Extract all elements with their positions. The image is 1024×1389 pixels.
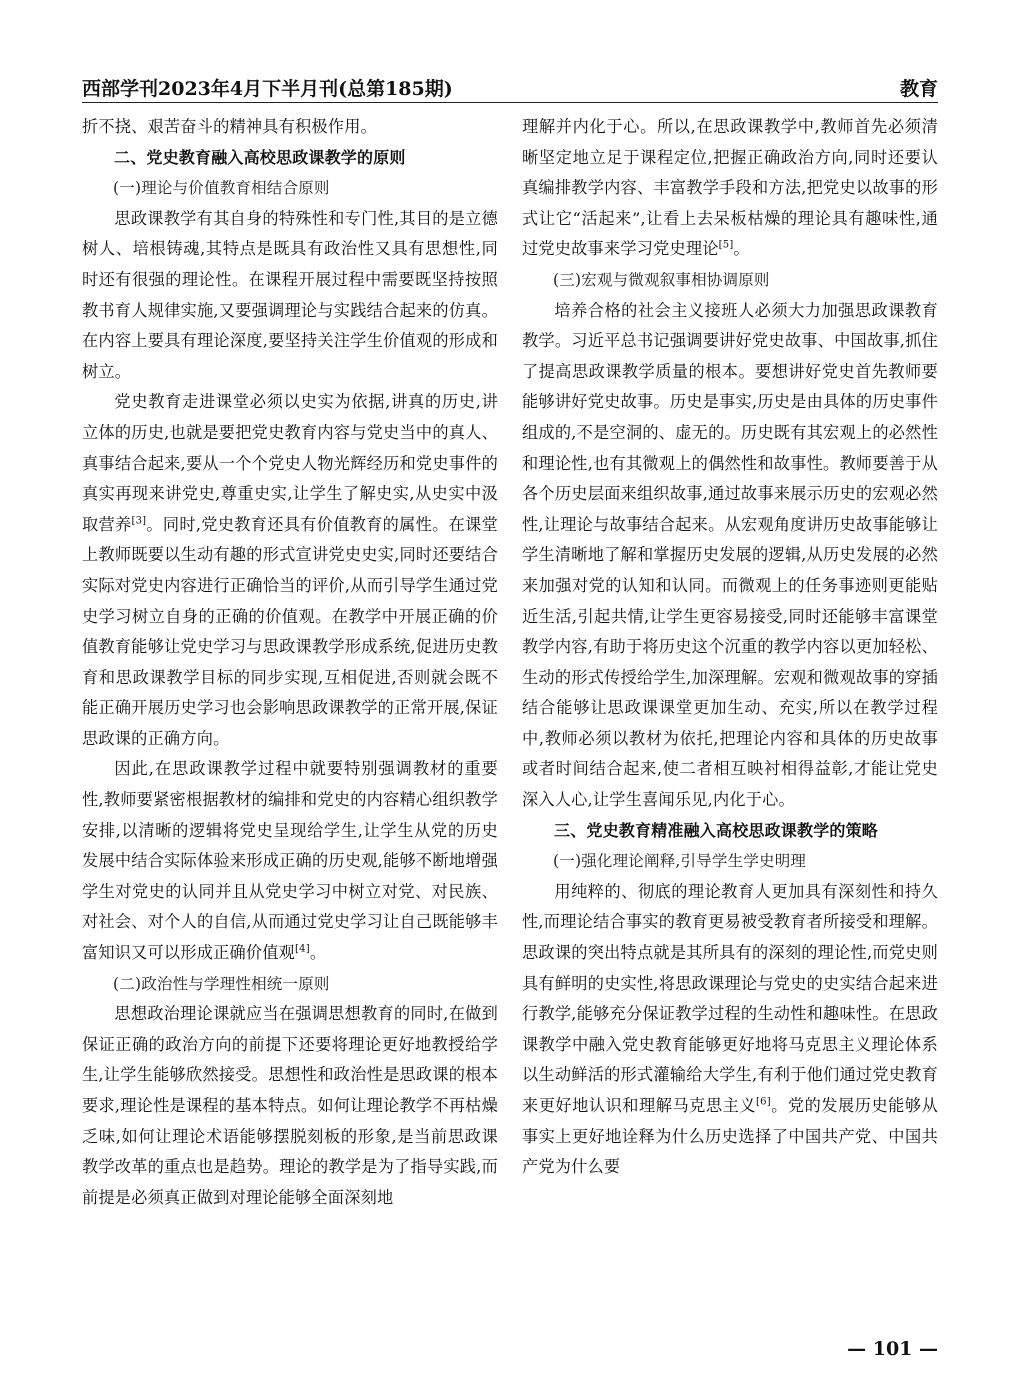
paragraph [522, 112, 938, 265]
subsection-heading: (一)强化理论阐释,引导学生学史明理 [553, 852, 807, 871]
section-heading: 三、党史教育精准融入高校思政课教学的策略 [554, 820, 879, 840]
paragraph [82, 387, 498, 754]
page-number: — 101 — [847, 1338, 938, 1360]
paragraph-text: 党史教育走进课堂必须以史实为依据,讲真的历史,讲立体的历史,也就是要把党史教育内容与党史当中的真人、真事结合起来,要从一个个党史人物光辉经历和党史事件的真实再现来讲党史,尊重史实,让学生了解史实,从史实中汲取营养 [82, 392, 498, 534]
paragraph: 思想政治理论课就应当在强调思想教育的同时,在做到保证正确的政治方向的前提下还要将理论更好地教授给学生,让学生能够欣然接受。思想性和政治性是思政课的根本要求,理论性是课程的基本特点。如何让理论教学不再枯燥乏味,如何让理论术语能够摆脱刻板的形象,是当前思政课教学改革的重点也是趋势。理论的教学是为了指导实践,而前提是必须真正做到对理论能够全面深刻地 [82, 1004, 498, 1207]
subsection-heading: (二)政治性与学理性相统一原则 [113, 974, 330, 993]
paragraph-text: 理解并内化于心。所以,在思政课教学中,教师首先必须清晰坚定地立足于课程定位,把握正确政治方向,同时还要认真编排教学内容、丰富教学手段和方法,把党史以故事的形式让它“活起来”,让看上去呆板枯燥的理论具有趣味性,通过党史故事来学习党史理论 [522, 117, 938, 259]
paragraph: 培养合格的社会主义接班人必须大力加强思政课教育教学。习近平总书记强调要讲好党史故事、中国故事,抓住了提高思政课教学质量的根本。要想讲好党史首先教师要能够讲好党史故事。历史是事实,历史是由具体的历史事件组成的,不是空洞的、虚无的。历史既有其宏观上的必然性和理论性,也有其微观上的偶然性和故事性。教师要善于从各个历史层面来组织故事,通过故事来展示历史的宏观必然性,让理论与故事结合起来。从宏观角度讲历史故事能够让学生清晰地了解和掌握历史发展的逻辑,从历史发展的必然来加强对党的认知和认同。而微观上的任务事迹则更能贴近生活,引起共情,让学生更容易接受,同时还能够丰富课堂教学内容,有助于将历史这个沉重的教学内容以更加轻松、生动的形式传授给学生,加深理解。宏观和微观故事的穿插结合能够让思政课课堂更加生动、充实,所以在教学过程中,教师必须以教材为依托,把理论内容和具体的历史故事或者时间结合起来,使二者相互映衬相得益彰,才能让党史深入人心,让学生喜闻乐见,内化于心。 [522, 300, 938, 810]
paragraph-text: 。 [733, 239, 750, 259]
paragraph-text: 用纯粹的、彻底的理论教育人更加具有深刻性和持久性,而理论结合事实的教育更易被受教育者所接受和理解。思政课的突出特点就是其所具有的深刻的理论性,而党史则具有鲜明的史实性,将思政课理论与党史的史实结合起来进行教学,能够充分保证教学过程的生动性和趣味性。在思政课教学中融入党史教育能够更好地将马克思主义理论体系以生动鲜活的形式灌输给大学生,有利于他们通过党史教育来更好地认识和理解马克思主义 [522, 881, 938, 1115]
paragraph: 折不挠、艰苦奋斗的精神具有积极作用。 [82, 117, 377, 136]
citation-ref: [5] [718, 239, 734, 251]
journal-issue-title: 西部学刊2023年4月下半月刊(总第185期) [82, 78, 453, 100]
paragraph [82, 754, 498, 968]
citation-ref: [4] [295, 943, 310, 955]
running-header [82, 70, 938, 104]
paragraph-text: 。党的发展历史能够从事实上更好地诠释为什么历史选择了中国共产党、中国共产党为什么要 [522, 1096, 938, 1177]
subsection-heading: (一)理论与价值教育相结合原则 [113, 179, 330, 198]
right-column [522, 112, 938, 1183]
paragraph-text: 。 [309, 943, 327, 963]
section-label: 教育 [899, 78, 938, 100]
paragraph-text: 因此,在思政课教学过程中就要特别强调教材的重要性,教师要紧密根据教材的编排和党史的内容精心组织教学安排,以清晰的逻辑将党史呈现给学生,让学生从党的历史发展中结合实际体验来形成正确的历史观,能够不断地增强学生对党史的认同并且从党史学习中树立对党、对民族、对社会、对个人的自信,从而通过党史学习让自己既能够丰富知识又可以形成正确价值观 [82, 759, 498, 963]
citation-ref: [6] [756, 1096, 771, 1108]
paragraph-text: 。同时,党史教育还具有价值教育的属性。在课堂上教师既要以生动有趣的形式宣讲党史史实,同时还要结合实际对党史内容进行正确恰当的评价,从而引导学生通过党史学习树立自身的正确的价值观。在教学中开展正确的价值教育能够让党史学习与思政课教学形成系统,促进历史教育和思政课教学目标的同步实现,互相促进,否则就会既不能正确开展历史学习也会影响思政课教学的正常开展,保证思政课的正确方向。 [82, 514, 499, 748]
section-heading: 二、党史教育融入高校思政课教学的原则 [114, 147, 406, 167]
left-column [82, 112, 498, 1213]
paragraph [522, 877, 938, 1183]
paragraph: 思政课教学有其自身的特殊性和专门性,其目的是立德树人、培根铸魂,其特点是既具有政治性又具有思想性,同时还有很强的理论性。在课程开展过程中需要既坚持按照教书育人规律实施,又要强调理论与实践结合起来的仿真。在内容上要具有理论深度,要坚持关注学生价值观的形成和树立。 [82, 208, 498, 381]
subsection-heading: (三)宏观与微观叙事相协调原则 [553, 270, 770, 289]
header-rule [82, 102, 938, 103]
citation-ref: [3] [131, 515, 147, 527]
